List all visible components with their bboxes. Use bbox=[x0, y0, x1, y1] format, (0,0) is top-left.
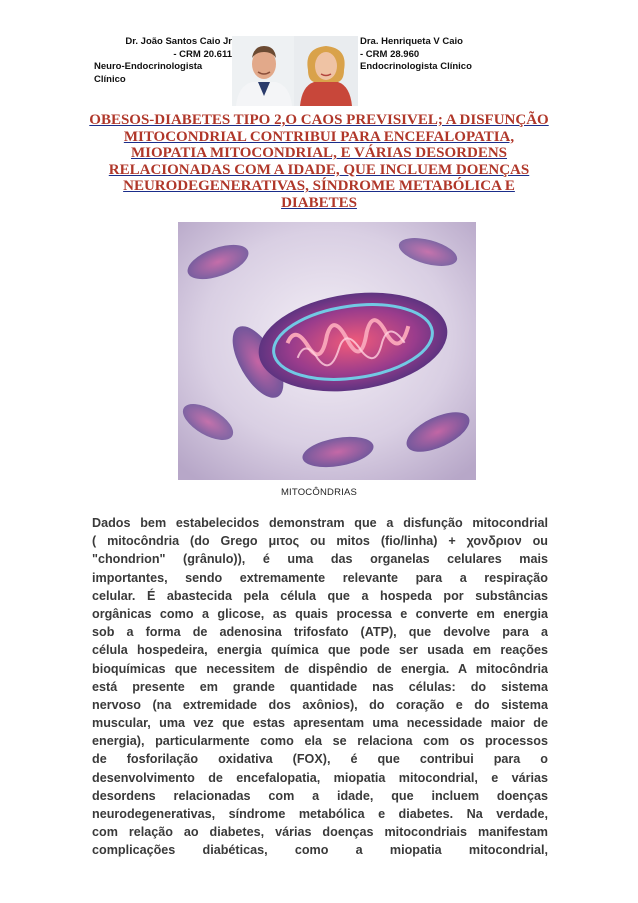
body-line: desenvolvimento de encefalopatia, miopatia mitocondrial, e várias bbox=[92, 770, 548, 785]
body-line: celular. É abastecida pela célula que a hospeda por substâncias bbox=[92, 588, 548, 603]
body-line: desordens relacionadas com a idade, que incluem doenças bbox=[92, 788, 548, 803]
body-line: energia), particularmente como ela se relaciona com os processos bbox=[92, 734, 548, 749]
doctor-left-crm: - CRM 20.611 bbox=[173, 48, 232, 60]
doctor-right-photo bbox=[294, 36, 358, 106]
body-line: importantes, sendo extremamente relevante para a respiração bbox=[92, 570, 548, 585]
body-line: célula hospedeira, energia química que pode ser usada em reações bbox=[92, 643, 548, 658]
body-line: muscular, uma vez que estas apresentam uma necessidade maior de bbox=[92, 716, 548, 731]
body-line: com relação ao diabetes, várias doenças mitocondriais manifestam bbox=[92, 825, 548, 840]
mitochondria-illustration bbox=[178, 222, 476, 480]
body-line: nervoso (na extremidade dos axônios), do coração e do sistema bbox=[92, 697, 548, 712]
body-line: está presente em grande quantidade nas células: do sistema bbox=[92, 679, 548, 694]
title-line: MITOCONDRIAL CONTRIBUI PARA ENCEFALOPATIA, bbox=[123, 128, 515, 145]
doctor-left-name: Dr. João Santos Caio Jr bbox=[125, 36, 232, 47]
body-line: "chondrion" (grânulo)), é uma das organelas celulares mais bbox=[92, 552, 548, 567]
doctor-right-crm: - CRM 28.960 bbox=[360, 48, 420, 60]
body-line: neurodegenerativas, síndrome metabólica e diabetes. Na verdade, bbox=[92, 807, 548, 821]
doctor-left-info bbox=[96, 36, 232, 86]
page-header bbox=[0, 36, 638, 106]
body-line: bioquímicas que necessitem de dispêndio de energia. A mitocôndria bbox=[92, 661, 548, 676]
body-line: de fosforilação oxidativa (FOX), é que contribui para o bbox=[92, 752, 548, 767]
article-title bbox=[80, 112, 558, 212]
doctor-left-photo bbox=[232, 36, 296, 106]
doctor-right-info bbox=[360, 36, 520, 74]
body-line: Dados bem estabelecidos demonstram que a disfunção mitocondrial bbox=[92, 516, 548, 530]
title-line: MIOPATIA MITOCONDRIAL, E VÁRIAS DESORDENS bbox=[130, 145, 508, 162]
title-line: NEURODEGENERATIVAS, SÍNDROME METABÓLICA E bbox=[123, 178, 515, 195]
article-body bbox=[92, 514, 548, 860]
title-line: DIABETES bbox=[281, 194, 357, 211]
body-line: orgânicas como a glicose, as quais processa e converte em energia bbox=[92, 606, 548, 621]
doctor-right-specialty: Endocrinologista Clínico bbox=[360, 61, 472, 72]
body-line: sob a forma de adenosina trifosfato (ATP), que devolve para a bbox=[92, 625, 548, 640]
doctor-left-specialty: Neuro-Endocrinologista Clínico bbox=[94, 61, 203, 85]
figure-caption: MITOCÔNDRIAS bbox=[280, 487, 358, 498]
doctor-right-name: Dra. Henriqueta V Caio bbox=[360, 36, 463, 47]
title-line: OBESOS-DIABETES TIPO 2,O CAOS PREVISIVEL; A DISFUNÇÃO bbox=[89, 112, 549, 128]
title-line: RELACIONADAS COM A IDADE, QUE INCLUEM DOENÇAS bbox=[108, 161, 530, 178]
body-line: ( mitocôndria (do Grego μιτος ou mitos (fio/linha) + χονδριον ou bbox=[92, 534, 548, 549]
body-line: complicações diabéticas, como a miopatia mitocondrial, bbox=[92, 843, 548, 858]
